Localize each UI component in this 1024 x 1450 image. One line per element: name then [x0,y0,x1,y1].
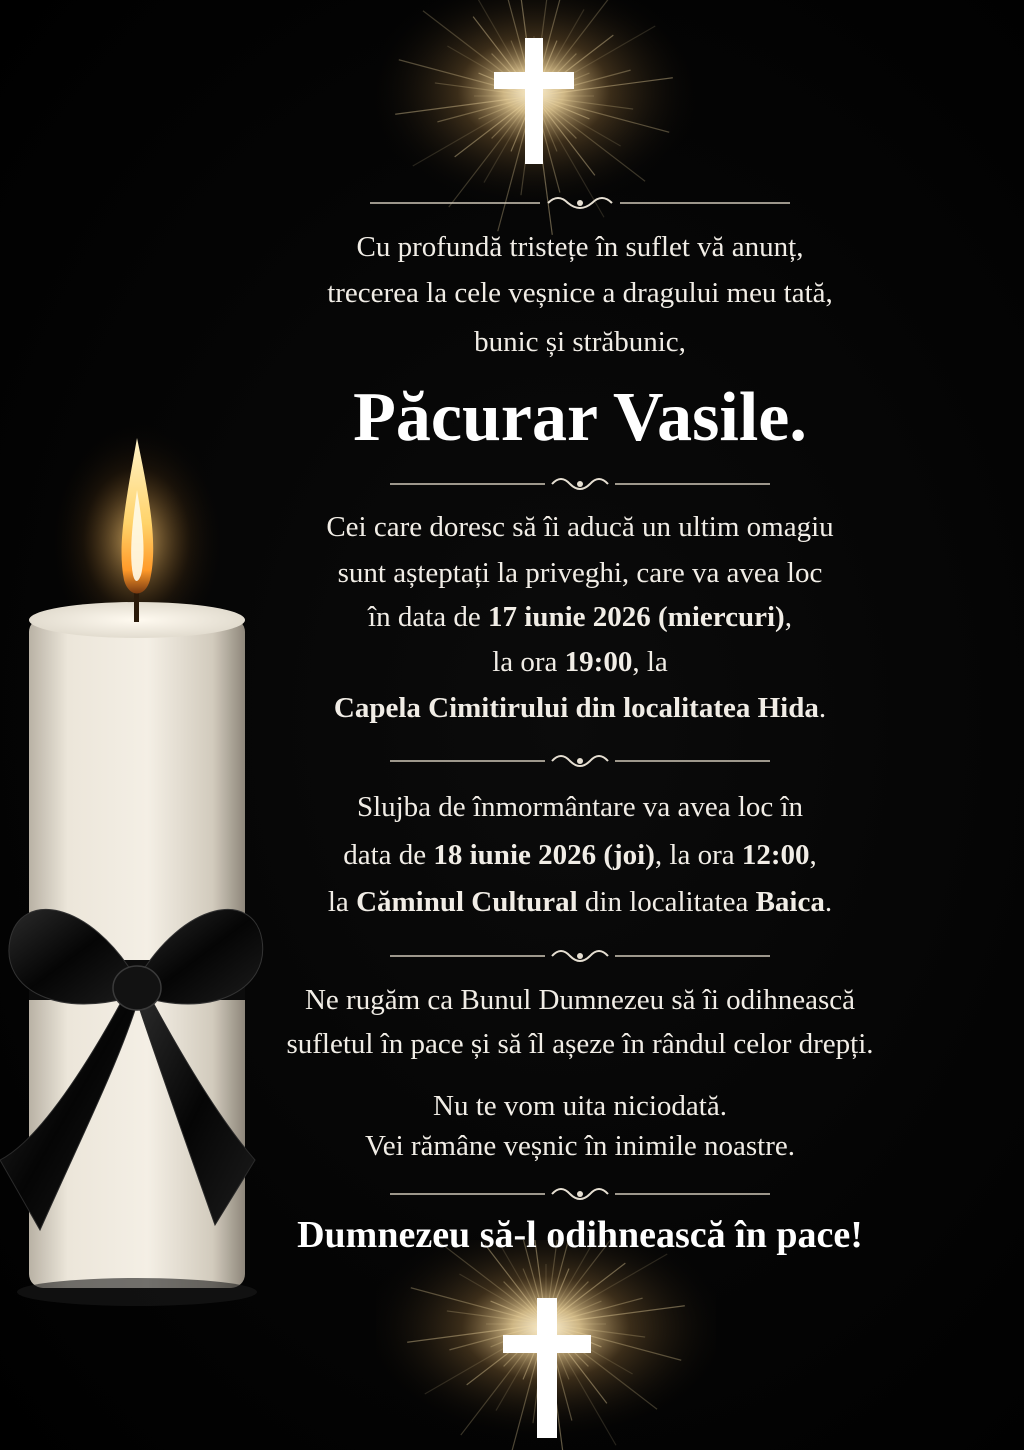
funeral-locality: Baica [755,886,825,918]
wake-line-5 [270,690,890,726]
prayer-line-2: sufletul în pace și să îl așeze în rândul celor drepți. [286,1028,874,1060]
wake-date-suffix: , [784,601,792,633]
deceased-name: Păcurar Vasile. [353,379,807,456]
funeral-time: 12:00 [741,839,810,871]
remembrance-line-2: Vei rămâne veșnic în inimile noastre. [364,1130,796,1162]
wake-place: Capela Cimitirului din localitatea Hida [333,692,819,724]
wake-place-suffix: . [818,692,827,724]
ornament-divider-icon [390,472,770,496]
intro-line-2: trecerea la cele veșnice a dragului meu tată, [327,277,833,309]
funeral-venue: Căminul Cultural [356,886,578,918]
wake-line-3 [270,599,890,635]
candle-icon [0,420,270,1320]
wake-line-1: Cei care doresc să îi aducă un ultim omagiu [326,511,834,543]
wake-time-prefix: la ora [492,646,565,678]
funeral-locality-suffix: . [824,886,833,918]
prayer-line-1: Ne rugăm ca Bunul Dumnezeu să îi odihnească [304,984,855,1016]
wake-line-2: sunt așteptați la priveghi, care va avea loc [337,557,823,589]
ornament-divider-icon [390,749,770,773]
wake-time: 19:00 [564,646,633,678]
remembrance-line-1: Nu te vom uita niciodată. [433,1090,727,1122]
funeral-time-suffix: , [809,839,817,871]
intro-line-1: Cu profundă tristețe în suflet vă anunț, [356,231,804,263]
wake-date-prefix: în data de [368,601,489,633]
funeral-date: 18 iunie 2026 (joi) [433,839,655,871]
funeral-time-prefix: , la ora [654,839,742,871]
ornament-divider-icon [390,944,770,968]
wake-line-4 [270,644,890,680]
closing-blessing: Dumnezeu să-l odihnească în pace! [297,1214,863,1256]
funeral-locality-prefix: din localitatea [577,886,756,918]
wake-time-suffix: , la [632,646,668,678]
announcement-text [270,0,890,1450]
intro-line-3: bunic și străbunic, [474,326,686,358]
ornament-divider-icon [370,191,790,215]
ornament-divider-icon [390,1182,770,1206]
funeral-line-1: Slujba de înmormântare va avea loc în [356,791,804,823]
wake-date: 17 iunie 2026 (miercuri) [488,601,785,633]
funeral-venue-prefix: la [327,886,357,918]
funeral-line-3 [270,884,890,920]
funeral-line-2 [270,837,890,873]
funeral-date-prefix: data de [343,839,434,871]
